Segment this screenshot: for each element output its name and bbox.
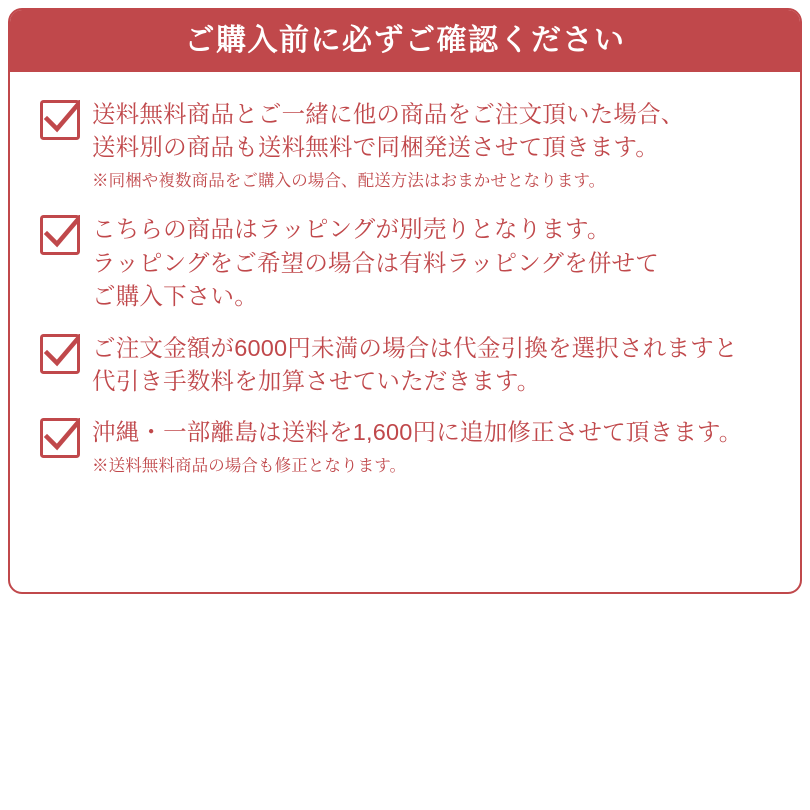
list-item-line: ご注文金額が6000円未満の場合は代金引換を選択されますと (92, 334, 738, 361)
list-item-line: こちらの商品はラッピングが別売りとなります。 (92, 216, 611, 243)
list-item (40, 416, 772, 478)
check-mark-icon (40, 418, 80, 458)
list-item-line: ラッピングをご希望の場合は有料ラッピングを併せて (92, 249, 659, 276)
list-item-line: ご購入下さい。 (92, 283, 258, 310)
check-mark-icon (40, 215, 80, 255)
list-item (40, 332, 772, 399)
list-item-line: 送料無料商品とご一緒に他の商品をご注文頂いた場合、 (92, 101, 685, 127)
list-item-line: 送料別の商品も送料無料で同梱発送させて頂きます。 (92, 134, 659, 161)
list-item (40, 213, 772, 313)
page-title: ご購入前に必ずご確認ください (184, 24, 626, 57)
check-mark-icon (40, 100, 80, 140)
list-item-line: 沖縄・一部離島は送料を1,600円に追加修正させて頂きます。 (92, 419, 743, 446)
list-item-text (92, 98, 772, 193)
list-item-note: ※送料無料商品の場合も修正となります。 (92, 456, 407, 475)
list-item-text (92, 332, 772, 399)
list-item-text (92, 416, 772, 478)
purchase-notice-card (8, 8, 802, 594)
list-item-note: ※同梱や複数商品をご購入の場合、配送方法はおまかせとなります。 (92, 171, 606, 190)
list-item-text (92, 213, 772, 313)
list-item (40, 98, 772, 193)
check-mark-icon (40, 334, 80, 374)
notice-header (10, 10, 800, 72)
list-item-line: 代引き手数料を加算させていただきます。 (92, 367, 541, 394)
notice-body (10, 72, 800, 478)
